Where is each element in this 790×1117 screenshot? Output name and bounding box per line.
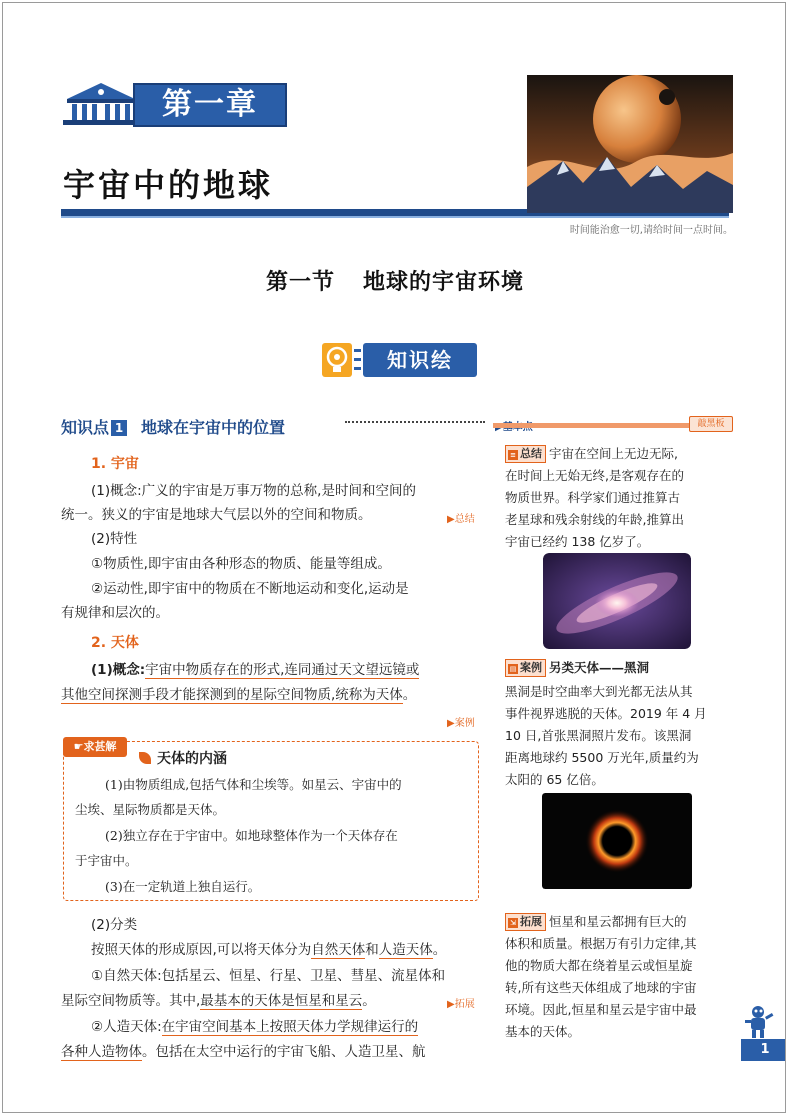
- artificial-line1: ②人造天体:在宇宙空间基本上按照天体力学规律运行的: [91, 1019, 419, 1035]
- section-name: 地球的宇宙环境: [363, 270, 525, 295]
- chapter-title: 宇宙中的地球: [63, 166, 274, 204]
- summary-line3: 物质世界。科学家们通过推算古: [505, 490, 681, 505]
- galaxy-image: [543, 553, 691, 649]
- universe-heading: 1. 宇宙: [91, 456, 139, 472]
- extend-icon: ⇲: [508, 918, 518, 928]
- summary-line2: 在时间上无始无终,是客观存在的: [505, 468, 684, 483]
- chapter-label: 第一章: [162, 87, 258, 122]
- summary-icon: ≡: [508, 450, 518, 460]
- explain-p1-line1: (1)由物质组成,包括气体和尘埃等。如星云、宇宙中的: [105, 777, 402, 792]
- chapter-banner: [61, 81, 289, 129]
- knowledge-badge-label: 知识绘: [387, 348, 453, 372]
- natural-line2: 星际空间物质等。其中,最基本的天体是恒星和星云。: [61, 993, 376, 1009]
- explain-p2-line1: (2)独立存在于宇宙中。如地球整体作为一个天体存在: [105, 828, 398, 843]
- case-line2: 事件视界逃脱的天体。2019 年 4 月: [505, 706, 707, 721]
- summary-line5: 宇宙已经约 138 亿岁了。: [505, 534, 650, 549]
- summary-line1: ≡ 总结 宇宙在空间上无边无际,: [505, 443, 678, 465]
- case-line4: 距离地球约 5500 万光年,质量约为: [505, 750, 699, 765]
- trait-motion-line1: ②运动性,即宇宙中的物质在不断地运动和变化,运动是: [91, 581, 409, 597]
- lightbulb-gear-icon: [321, 341, 365, 379]
- school-building-icon: [61, 77, 141, 127]
- universe-concept-line1: (1)概念:广义的宇宙是万事万物的总称,是时间和空间的: [91, 483, 416, 499]
- textbook-page: [2, 2, 786, 1113]
- extend-line4: 转,所有这些天体组成了地球的宇宙: [505, 980, 697, 995]
- natural-line1: ①自然天体:包括星云、恒星、行星、卫星、彗星、流星体和: [91, 968, 446, 984]
- explain-title: 天体的内涵: [139, 748, 227, 768]
- page-number: 1: [741, 1039, 786, 1061]
- case-doc-icon: ▤: [509, 665, 517, 673]
- knowledge-point-header: [61, 415, 481, 437]
- chapter-label-box: [133, 83, 287, 127]
- case-line5: 太阳的 65 亿倍。: [505, 772, 604, 787]
- explain-p3: (3)在一定轨道上独自运行。: [105, 879, 261, 894]
- kp-leader-dots: [345, 421, 485, 423]
- planet-illustration: [527, 75, 733, 213]
- classify-intro: 按照天体的形成原因,可以将天体分为自然天体和人造天体。: [91, 942, 447, 958]
- sidebar-rule-tag: 敲黑板: [689, 416, 733, 432]
- artificial-line2: 各种人造物体。包括在太空中运行的宇宙飞船、人造卫星、航: [61, 1044, 426, 1060]
- summary-line4: 老星球和残余射线的年龄,推算出: [505, 512, 684, 527]
- section-number: 第一节: [265, 270, 335, 295]
- extend-line2: 体积和质量。根据万有引力定律,其: [505, 936, 697, 951]
- black-hole-image: [542, 793, 692, 889]
- celestial-heading: 2. 天体: [91, 635, 139, 651]
- kp-title: 地球在宇宙中的位置: [141, 418, 286, 437]
- case-line1: 黑洞是时空曲率大到光都无法从其: [505, 684, 693, 699]
- case-line3: 10 日,首张黑洞照片发布。该黑洞: [505, 728, 692, 743]
- chapter-quote: 时间能治愈一切,请给时间一点时间。: [569, 225, 733, 236]
- celestial-concept-line1: (1)概念:宇宙中物质存在的形式,连同通过天文望远镜或: [91, 662, 420, 678]
- extend-line6: 基本的天体。: [505, 1024, 581, 1039]
- section-title: [3, 265, 786, 296]
- summary-badge: ≡ 总结: [505, 445, 546, 463]
- summary-tag: ▶总结: [447, 514, 475, 525]
- universe-concept-line2: 统一。狭义的宇宙是地球大气层以外的空间和物质。: [61, 507, 372, 523]
- knowledge-badge: [321, 341, 479, 379]
- hand-icon: ☛: [73, 740, 84, 753]
- extend-line5: 环境。因此,恒星和星云是宇宙中最: [505, 1002, 697, 1017]
- celestial-concept-line2: 其他空间探测手段才能探测到的星际空间物质,统称为天体。: [61, 687, 417, 703]
- robot-mascot-icon: [741, 1003, 775, 1039]
- kp-number: 1: [111, 420, 127, 436]
- extend-line1: ⇲ 拓展 恒星和星云都拥有巨大的: [505, 911, 687, 933]
- explain-tag: ☛求甚解: [63, 737, 127, 757]
- leaf-icon: [139, 752, 151, 764]
- explain-p1-line2: 尘埃、星际物质都是天体。: [75, 802, 226, 817]
- classify-heading: (2)分类: [91, 917, 138, 933]
- kp-prefix: 知识点: [61, 418, 110, 437]
- extend-tag: ▶拓展: [447, 999, 475, 1010]
- extend-line3: 他的物质大都在绕着星云或恒星旋: [505, 958, 693, 973]
- trait-motion-line2: 有规律和层次的。: [61, 605, 169, 621]
- case-title-line: ▤ 案例 另类天体——黑洞: [505, 657, 649, 679]
- trait-heading: (2)特性: [91, 531, 138, 547]
- trait-material: ①物质性,即宇宙由各种形态的物质、能量等组成。: [91, 556, 391, 572]
- case-tag: ▶案例: [447, 718, 475, 729]
- title-rule-accent: [61, 216, 729, 218]
- knowledge-badge-box: [363, 343, 477, 377]
- case-badge: ▤ 案例: [505, 659, 546, 677]
- extend-badge: ⇲ 拓展: [505, 913, 546, 931]
- explain-p2-line2: 于宇宙中。: [75, 853, 138, 868]
